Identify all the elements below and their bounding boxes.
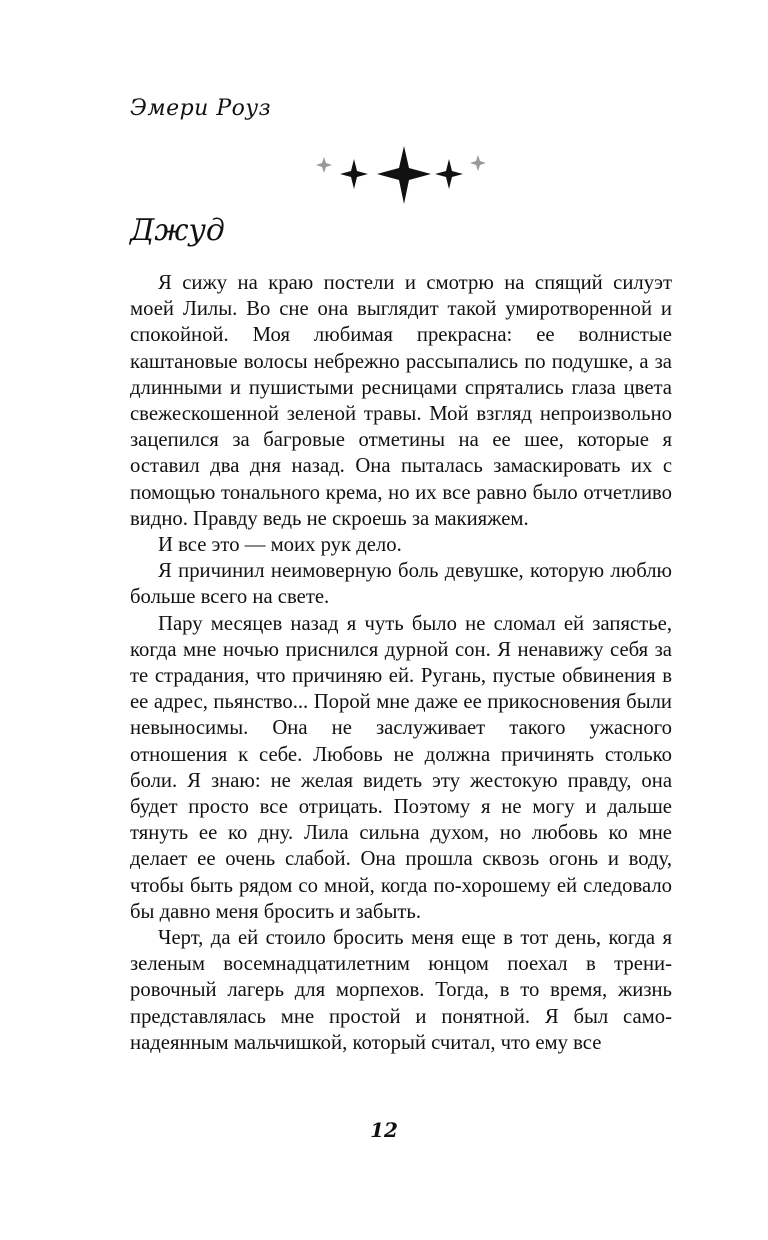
paragraph: Черт, да ей стоило бросить меня еще в тот день, когда я зеленым восемнадцатилетним юнцом поехал в тренировочный лагерь для морпехов. Тогда, в то время, жизнь представлялась мне простой и понятной. Я был самонадеянным мальчишкой, который считал, что ему все [130,927,672,1054]
star-medium-left-icon [340,159,368,189]
page-number: 12 [370,1118,398,1142]
star-small-right-icon [470,155,486,171]
paragraph: И все это — моих рук дело. [158,534,402,557]
paragraph: Пару месяцев назад я чуть было не сломал ей запястье, когда мне ночью приснился дурной сон. Я ненавижу себя за те страдания, что причиняю ей. Ругань, пустые обвинения в ее адрес, пьянство... Порой мне даже ее прикосновения были невыносимы. Она не заслуживает такого ужасного отношения к себе. Любовь не должна причинять столько боли. Я знаю: не желая видеть эту жестокую правду, она будет просто все отрицать. Поэтому я не могу и дальше тянуть ее ко дну. Лила сильна духом, но любовь ко мне делает ее очень слабой. Она прошла сквозь огонь и воду, чтобы быть рядом со мной, когда по-хорошему ей следовало бы давно меня бросить и забыть. [130,612,672,923]
star-large-center-icon [377,146,431,204]
star-small-left-icon [316,157,332,173]
chapter-title: Джуд [130,213,225,248]
paragraph: Я сижу на краю постели и смотрю на спящий силуэт моей Лилы. Во сне она выглядит такой умиротворенной и спокойной. Моя любимая прекрасна: ее волнистые каштановые волосы небрежно рассыпались по подушке, а за длинными и пушистыми ресницами спрятались глаза цвета свежескошенной зеленой травы. Мой взгляд непроизвольно зацепился за багровые отметины на ее шее, которые я оставил два дня назад. Она пыталась замаскировать их с помощью тонального крема, но их все равно было отчетливо видно. Правду ведь не скроешь за макияжем. [130,272,672,530]
star-ornament-icon [312,142,492,212]
star-medium-right-icon [435,159,463,189]
running-header-author: Эмери Роуз [130,96,272,121]
paragraph: Я причинил неимоверную боль девушке, которую люблю больше всего на свете. [130,560,672,609]
body-text [130,270,672,1056]
